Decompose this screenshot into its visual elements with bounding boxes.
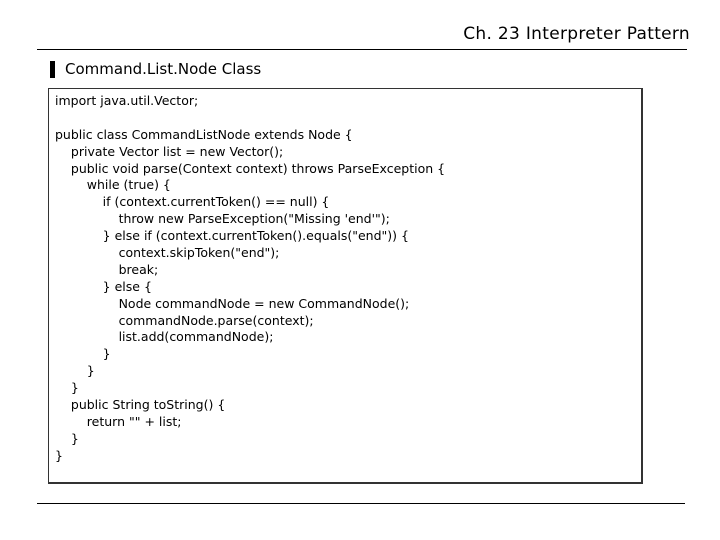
code-line: break; [55, 261, 159, 277]
code-line: public void parse(Context context) throws ParseException { [55, 160, 446, 176]
code-line: Node commandNode = new CommandNode(); [55, 295, 410, 311]
code-line: public String toString() { [55, 397, 226, 413]
section-heading-label: Command.List.Node Class [65, 60, 262, 78]
code-line: public class CommandListNode extends Node { [55, 126, 353, 142]
code-line: } [55, 363, 95, 379]
code-line: } [55, 346, 111, 362]
page-header-title: Ch. 23 Interpreter Pattern [463, 24, 690, 44]
code-line: context.skipToken("end"); [55, 245, 280, 261]
code-line: private Vector list = new Vector(); [55, 143, 284, 159]
section-bullet-icon [50, 61, 55, 78]
code-line: while (true) { [55, 177, 171, 193]
header-divider [37, 49, 687, 50]
code-listing-box [48, 88, 643, 484]
code-line: } [55, 447, 63, 463]
code-line: if (context.currentToken() == null) { [55, 194, 330, 210]
code-line: import java.util.Vector; [55, 93, 199, 108]
code-line: } else if (context.currentToken().equals("end")) { [55, 228, 409, 244]
section-heading [50, 59, 261, 79]
footer-divider [37, 503, 685, 504]
code-line [55, 110, 641, 127]
code-line: throw new ParseException("Missing 'end'"); [55, 211, 390, 227]
code-line: } [55, 430, 79, 446]
code-line: } [55, 380, 79, 396]
code-listing [55, 93, 641, 465]
code-line: list.add(commandNode); [55, 329, 274, 345]
code-line: return "" + list; [55, 413, 182, 429]
code-line: commandNode.parse(context); [55, 312, 314, 328]
code-line: } else { [55, 278, 152, 294]
